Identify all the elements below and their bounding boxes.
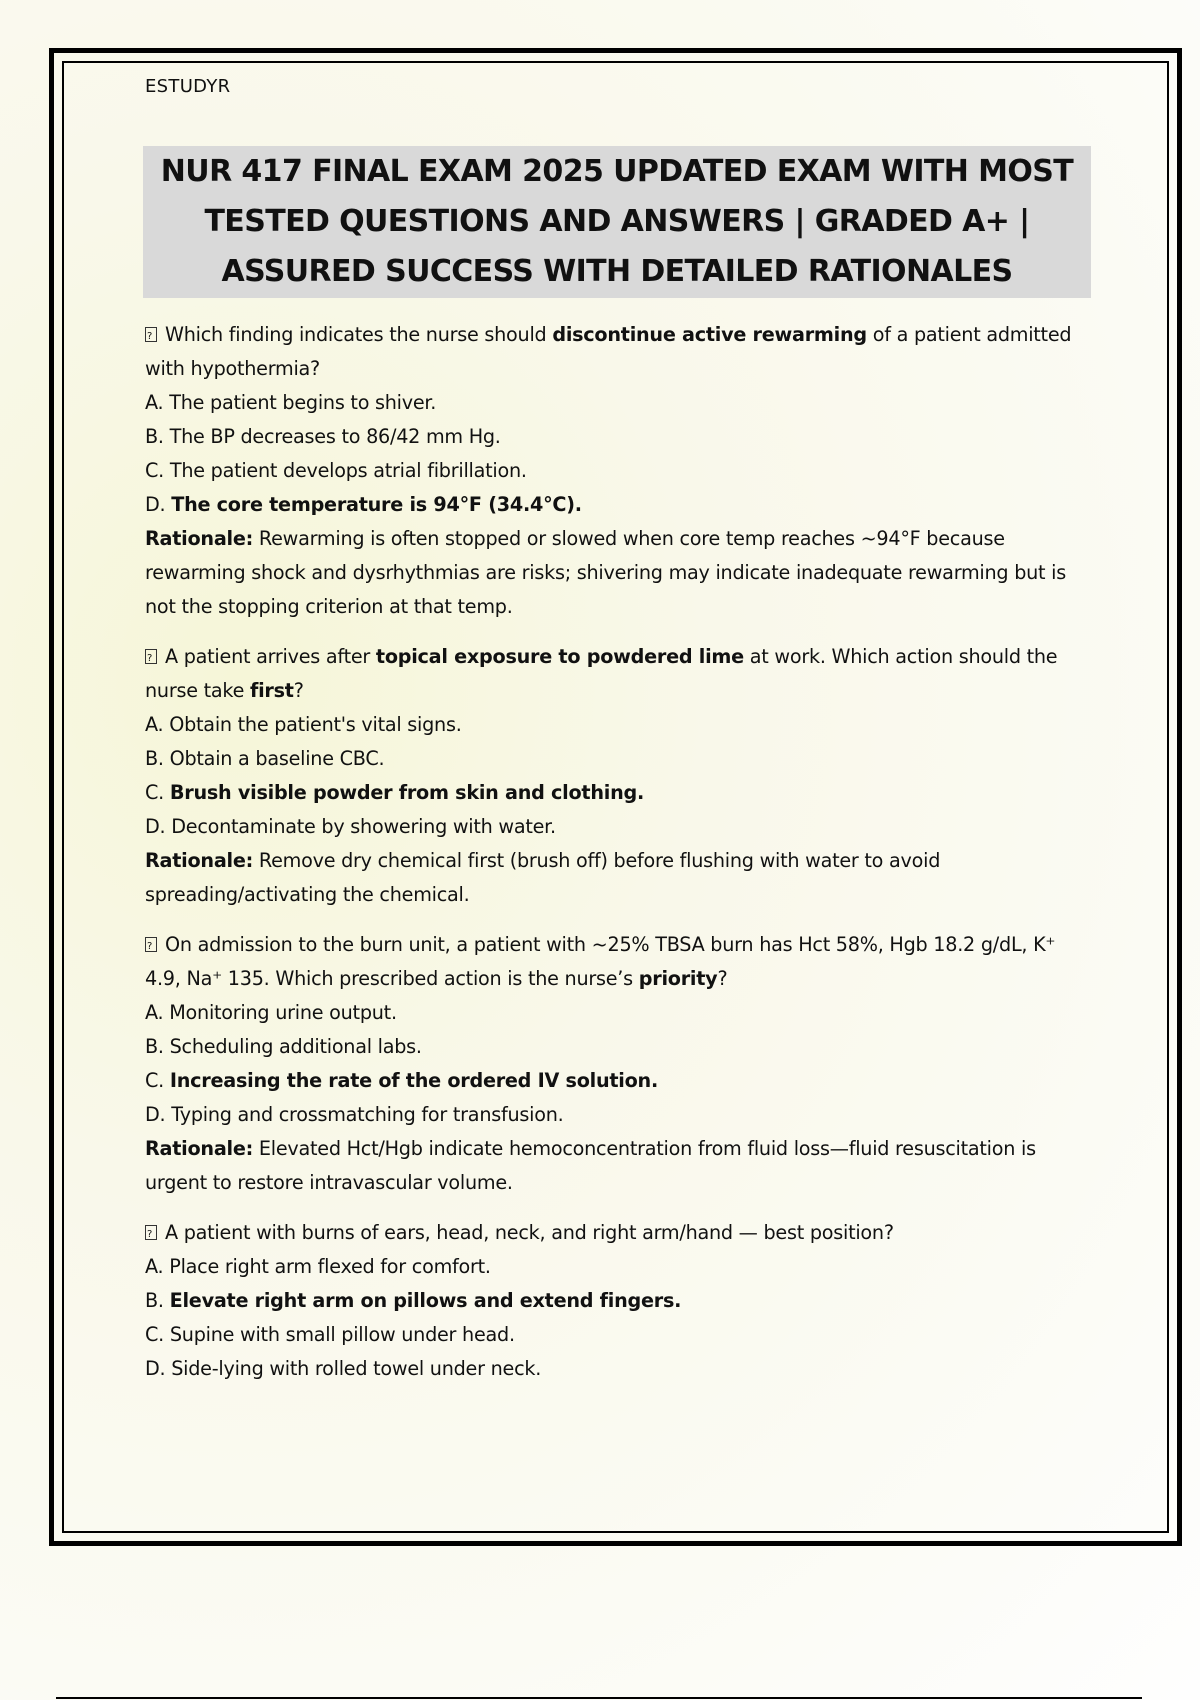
- correct-answer-option: C. Brush visible powder from skin and clothing.: [145, 781, 644, 804]
- correct-answer-option: C. Increasing the rate of the ordered IV solution.: [145, 1069, 658, 1092]
- answer-option: A. Monitoring urine output.: [145, 1001, 397, 1024]
- question-item: [145, 1216, 1095, 1386]
- title-banner: [143, 146, 1091, 298]
- question-mark-icon: [145, 937, 157, 952]
- question-mark-icon: [145, 649, 157, 664]
- correct-answer-option: D. The core temperature is 94°F (34.4°C).: [145, 493, 582, 516]
- answer-option: C. The patient develops atrial fibrillation.: [145, 459, 527, 482]
- answer-option: B. Scheduling additional labs.: [145, 1035, 422, 1058]
- answer-option: D. Decontaminate by showering with water.: [145, 815, 556, 838]
- question-item: [145, 928, 1095, 1200]
- brand-label: ESTUDYR: [145, 76, 231, 97]
- page-title: NUR 417 FINAL EXAM 2025 UPDATED EXAM WITH MOST TESTED QUESTIONS AND ANSWERS | GRADED A+ | ASSURED SUCCESS WITH DETAILED RATIONALES: [160, 154, 1074, 289]
- question-mark-icon: [145, 327, 157, 342]
- answer-option: B. Obtain a baseline CBC.: [145, 747, 385, 770]
- question-text: ?A patient arrives after topical exposure to powdered lime at work. Which action should the nurse take first?: [145, 640, 1095, 708]
- answer-option: D. Side-lying with rolled towel under neck.: [145, 1357, 542, 1380]
- answer-option: D. Typing and crossmatching for transfusion.: [145, 1103, 564, 1126]
- question-text: ?A patient with burns of ears, head, neck, and right arm/hand — best position?: [145, 1216, 1095, 1250]
- answer-option: A. Place right arm flexed for comfort.: [145, 1255, 491, 1278]
- answer-option: A. Obtain the patient's vital signs.: [145, 713, 462, 736]
- footer-rule: [56, 1697, 1142, 1699]
- question-mark-icon: [145, 1225, 157, 1240]
- rationale: Rationale: Rewarming is often stopped or slowed when core temp reaches ~94°F because rewarming shock and dysrhythmias are risks; shivering may indicate inadequate rewarming but is not the stopping criterion at that temp.: [145, 527, 1066, 618]
- question-text: ?On admission to the burn unit, a patient with ~25% TBSA burn has Hct 58%, Hgb 18.2 g/dL, K⁺ 4.9, Na⁺ 135. Which prescribed action is the nurse’s priority?: [145, 928, 1095, 996]
- question-item: [145, 318, 1095, 624]
- answer-option: C. Supine with small pillow under head.: [145, 1323, 515, 1346]
- question-list: [145, 318, 1095, 1402]
- correct-answer-option: B. Elevate right arm on pillows and extend fingers.: [145, 1289, 682, 1312]
- answer-option: B. The BP decreases to 86/42 mm Hg.: [145, 425, 501, 448]
- question-item: [145, 640, 1095, 912]
- answer-option: A. The patient begins to shiver.: [145, 391, 437, 414]
- question-text: ?Which finding indicates the nurse should discontinue active rewarming of a patient admitted with hypothermia?: [145, 318, 1095, 386]
- rationale: Rationale: Remove dry chemical first (brush off) before flushing with water to avoid spreading/activating the chemical.: [145, 849, 941, 906]
- rationale: Rationale: Elevated Hct/Hgb indicate hemoconcentration from fluid loss—fluid resuscitation is urgent to restore intravascular volume.: [145, 1137, 1036, 1194]
